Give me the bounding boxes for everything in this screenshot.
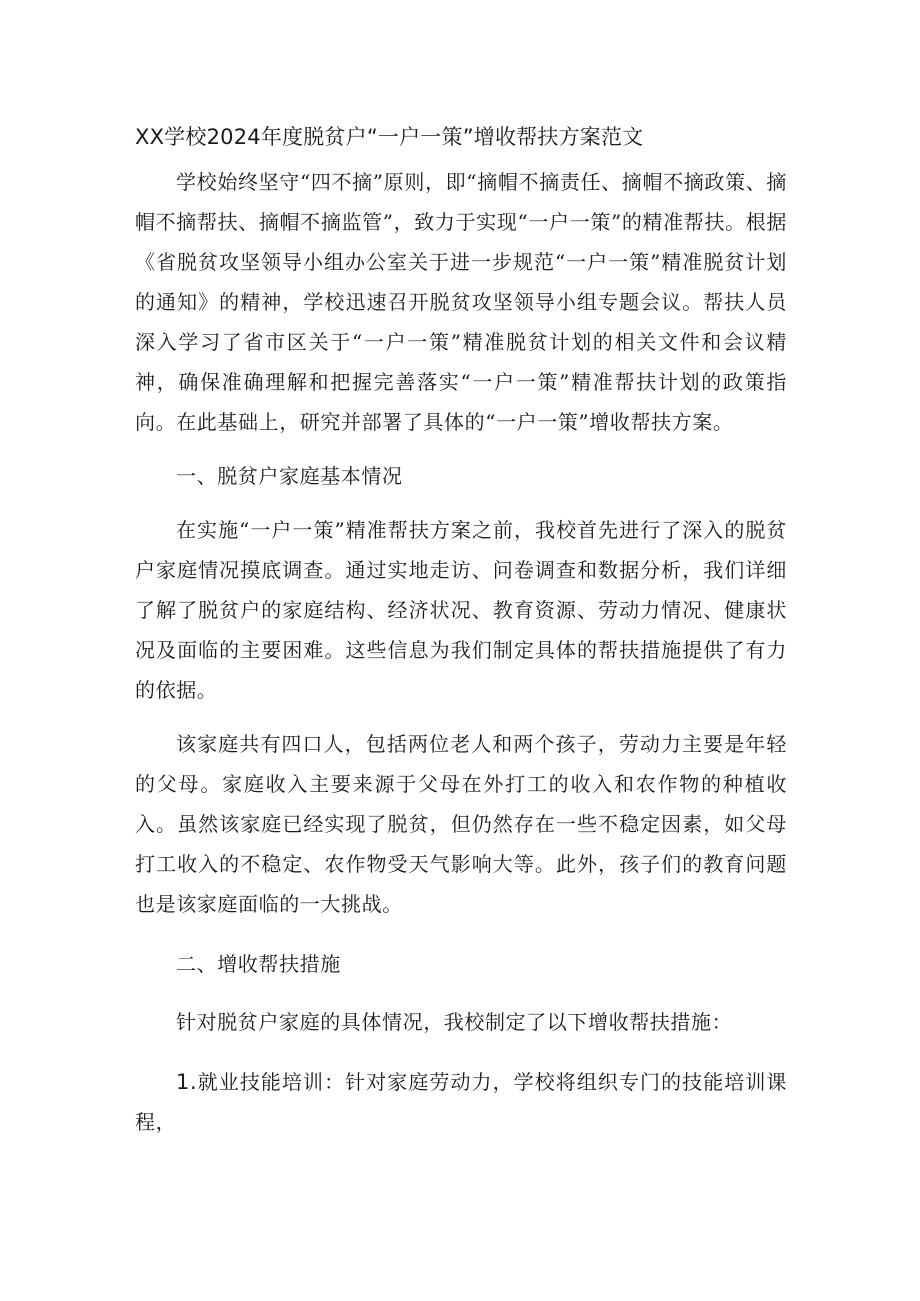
intro-paragraph: 学校始终坚守“四不摘”原则，即“摘帽不摘责任、摘帽不摘政策、摘帽不摘帮扶、摘帽不摘监管”，致力于实现“一户一策”的精准帮扶。根据《省脱贫攻坚领导小组办公室关于进一步规范“一户一策”精准脱贫计划的通知》的精神，学校迅速召开脱贫攻坚领导小组专题会议。帮扶人员深入学习了省市区关于“一户一策”精准脱贫计划的相关文件和会议精神，确保准确理解和把握完善落实“一户一策”精准帮扶计划的政策指向。在此基础上，研究并部署了具体的“一户一策”增收帮扶方案。	[135, 170, 787, 434]
measure-item-1-number: 1.	[176, 1070, 198, 1094]
measures-intro-paragraph: 针对脱贫户家庭的具体情况，我校制定了以下增收帮扶措施：	[176, 1010, 733, 1034]
family-description-paragraph: 该家庭共有四口人，包括两位老人和两个孩子，劳动力主要是年轻的父母。家庭收入主要来源于父母在外打工的收入和农作物的种植收入。虽然该家庭已经实现了脱贫，但仍然存在一些不稳定因素，如父母打工收入的不稳定、农作物受天气影响大等。此外，孩子们的教育问题也是该家庭面临的一大挑战。	[135, 732, 787, 916]
section-heading-family-situation: 一、脱贫户家庭基本情况	[176, 464, 403, 488]
document-title: XX学校2024年度脱贫户“一户一策”增收帮扶方案范文	[135, 125, 644, 149]
family-survey-paragraph: 在实施“一户一策”精准帮扶方案之前，我校首先进行了深入的脱贫户家庭情况摸底调查。通过实地走访、问卷调查和数据分析，我们详细了解了脱贫户的家庭结构、经济状况、教育资源、劳动力情况、健康状况及面临的主要困难。这些信息为我们制定具体的帮扶措施提供了有力的依据。	[135, 518, 787, 702]
measure-item-1	[135, 1062, 787, 1142]
measure-item-1-text: 就业技能培训：针对家庭劳动力，学校将组织专门的技能培训课程，	[135, 1070, 787, 1134]
section-heading-measures: 二、增收帮扶措施	[176, 952, 341, 976]
document-body	[135, 118, 787, 1142]
